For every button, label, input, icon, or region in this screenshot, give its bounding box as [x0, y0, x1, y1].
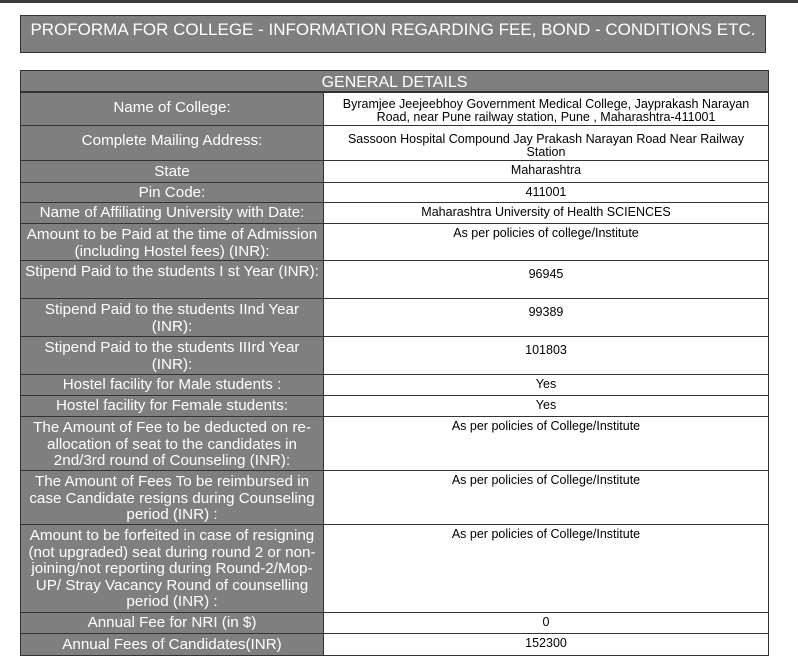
table-row [21, 634, 769, 656]
row-label-university: Name of Affiliating University with Date: [21, 203, 324, 224]
row-value-reallocation-fee: As per policies of College/Institute [324, 417, 769, 471]
row-value-stipend-year-3: 101803 [324, 337, 769, 375]
row-label-college-name: Name of College: [21, 93, 324, 126]
row-label-stipend-year-3: Stipend Paid to the students IIIrd Year (INR): [21, 337, 324, 375]
row-value-forfeited-amount: As per policies of College/Institute [324, 525, 769, 613]
row-label-pin-code: Pin Code: [21, 183, 324, 203]
table-row [21, 161, 769, 183]
row-label-reimbursement-fee: The Amount of Fees To be reimbursed in case Candidate resigns during Counseling period (INR) : [21, 471, 324, 525]
top-border [0, 0, 798, 3]
row-label-annual-fees: Annual Fees of Candidates(INR) [21, 634, 324, 656]
row-value-college-name: Byramjee Jeejeebhoy Government Medical College, Jayprakash Narayan Road, near Pune railway station, Pune , Maharashtra-411001 [324, 93, 769, 126]
table-row [21, 299, 769, 337]
row-value-reimbursement-fee: As per policies of College/Institute [324, 471, 769, 525]
table-row [21, 337, 769, 375]
row-label-stipend-year-1: Stipend Paid to the students I st Year (INR): [21, 261, 324, 299]
row-value-hostel-female: Yes [324, 396, 769, 417]
table-row [21, 613, 769, 634]
table-row [21, 417, 769, 471]
table-row [21, 126, 769, 161]
section-title-general-details: GENERAL DETAILS [20, 70, 769, 92]
row-label-nri-fee: Annual Fee for NRI (in $) [21, 613, 324, 634]
general-details-table [20, 92, 769, 656]
row-label-mailing-address: Complete Mailing Address: [21, 126, 324, 161]
row-label-hostel-female: Hostel facility for Female students: [21, 396, 324, 417]
row-label-reallocation-fee: The Amount of Fee to be deducted on re-allocation of seat to the candidates in 2nd/3rd round of Counseling (INR): [21, 417, 324, 471]
table-row [21, 224, 769, 261]
row-value-admission-amount: As per policies of college/Institute [324, 224, 769, 261]
table-row [21, 93, 769, 126]
row-label-state: State [21, 161, 324, 183]
row-value-pin-code: 411001 [324, 183, 769, 203]
table-row [21, 375, 769, 396]
row-value-university: Maharashtra University of Health SCIENCES [324, 203, 769, 224]
row-value-mailing-address: Sassoon Hospital Compound Jay Prakash Narayan Road Near Railway Station [324, 126, 769, 161]
row-label-forfeited-amount: Amount to be forfeited in case of resigning (not upgraded) seat during round 2 or non-joining/not reporting during Round-2/Mop-UP/ Stray Vacancy Round of counselling period (INR) : [21, 525, 324, 613]
table-row [21, 525, 769, 613]
row-value-stipend-year-2: 99389 [324, 299, 769, 337]
table-row [21, 261, 769, 299]
row-value-nri-fee: 0 [324, 613, 769, 634]
row-label-admission-amount: Amount to be Paid at the time of Admission (including Hostel fees) (INR): [21, 224, 324, 261]
row-value-state: Maharashtra [324, 161, 769, 183]
row-value-hostel-male: Yes [324, 375, 769, 396]
table-row [21, 396, 769, 417]
row-value-stipend-year-1: 96945 [324, 261, 769, 299]
table-row [21, 203, 769, 224]
row-label-stipend-year-2: Stipend Paid to the students IInd Year (INR): [21, 299, 324, 337]
row-value-annual-fees: 152300 [324, 634, 769, 656]
table-row [21, 183, 769, 203]
table-row [21, 471, 769, 525]
page-title: PROFORMA FOR COLLEGE - INFORMATION REGARDING FEE, BOND - CONDITIONS ETC. [20, 15, 766, 53]
row-label-hostel-male: Hostel facility for Male students : [21, 375, 324, 396]
